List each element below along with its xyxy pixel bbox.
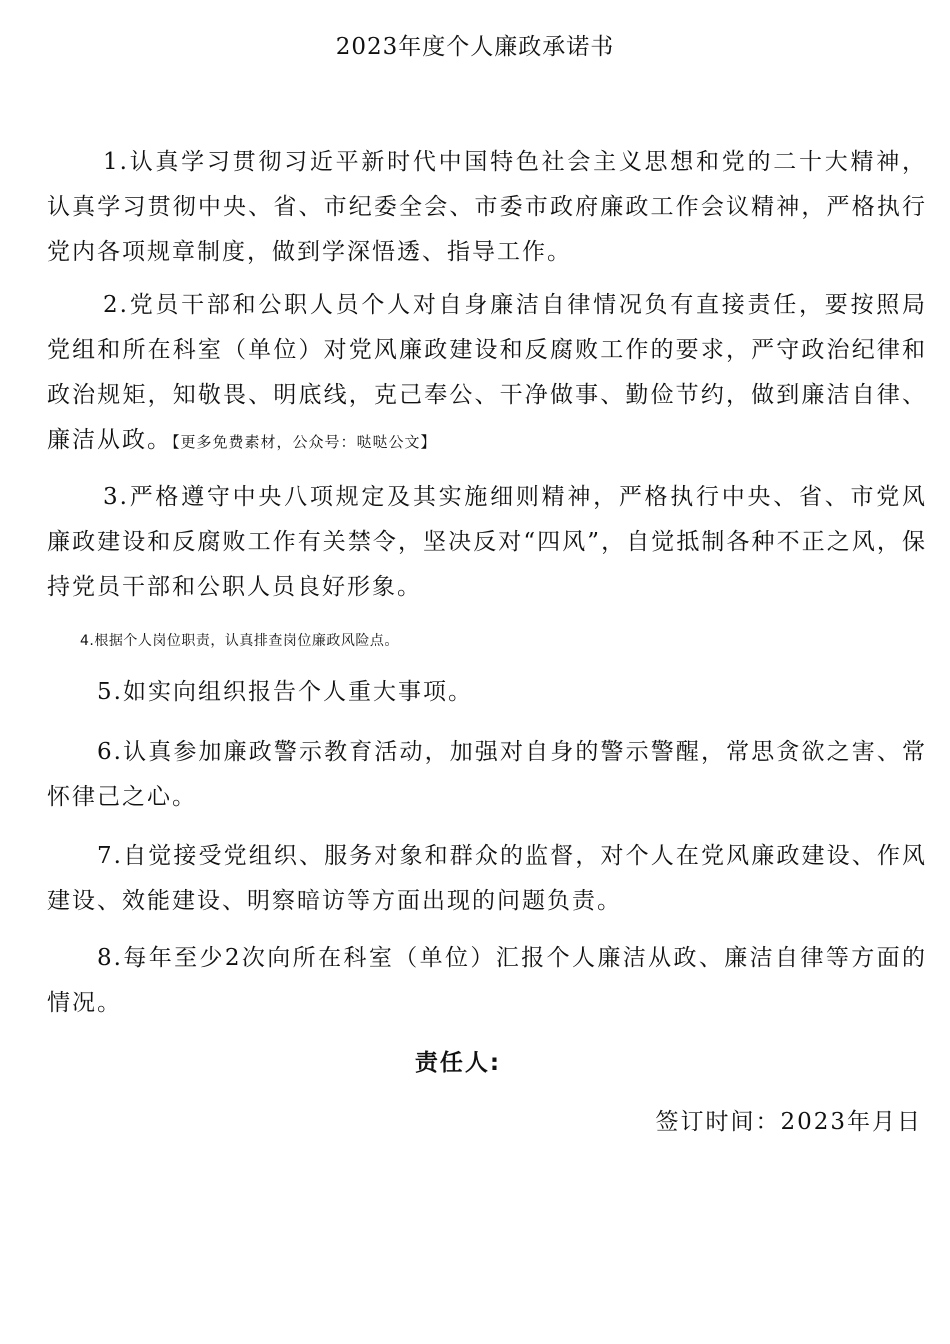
commitment-item-6-text: 6.认真参加廉政警示教育活动，加强对自身的警示警醒，常思贪欲之害、常怀律己之心。 bbox=[47, 739, 927, 810]
commitment-item-3 bbox=[47, 475, 927, 610]
commitment-item-8 bbox=[47, 936, 927, 1026]
commitment-item-5-text: 5.如实向组织报告个人重大事项。 bbox=[97, 679, 473, 705]
signer-label: 责任人: bbox=[414, 1050, 502, 1076]
sign-date: 签订时间：2023年月日 bbox=[655, 1109, 922, 1135]
commitment-item-8-text: 8.每年至少2次向所在科室（单位）汇报个人廉洁从政、廉洁自律等方面的情况。 bbox=[47, 945, 927, 1016]
commitment-item-3-text: 3.严格遵守中央八项规定及其实施细则精神，严格执行中央、省、市党风廉政建设和反腐败工作有关禁令，坚决反对“四风”，自觉抵制各种不正之风，保持党员干部和公职人员良好形象。 bbox=[47, 484, 927, 600]
commitment-item-7-text: 7.自觉接受党组织、服务对象和群众的监督，对个人在党风廉政建设、作风建设、效能建设、明察暗访等方面出现的问题负责。 bbox=[47, 843, 927, 914]
commitment-item-2-text: 2.党员干部和公职人员个人对自身廉洁自律情况负有直接责任，要按照局党组和所在科室（单位）对党风廉政建设和反腐败工作的要求，严守政治纪律和政治规矩，知敬畏、明底线，克己奉公、干净做事、勤俭节约，做到廉洁自律、廉洁从政。 bbox=[47, 292, 927, 453]
commitment-item-1-text: 1.认真学习贯彻习近平新时代中国特色社会主义思想和党的二十大精神，认真学习贯彻中央、省、市纪委全会、市委市政府廉政工作会议精神，严格执行党内各项规章制度，做到学深悟透、指导工作。 bbox=[47, 149, 927, 265]
commitment-item-6 bbox=[47, 730, 927, 820]
promo-note: 【更多免费素材，公众号：哒哒公文】 bbox=[172, 433, 437, 451]
commitment-item-2 bbox=[47, 283, 927, 465]
commitment-item-1 bbox=[47, 140, 927, 275]
commitment-item-4: 4.根据个人岗位职责，认真排查岗位廉政风险点。 bbox=[80, 633, 399, 649]
commitment-item-5 bbox=[47, 670, 927, 715]
commitment-item-7 bbox=[47, 834, 927, 924]
document-title: 2023年度个人廉政承诺书 bbox=[335, 34, 615, 60]
